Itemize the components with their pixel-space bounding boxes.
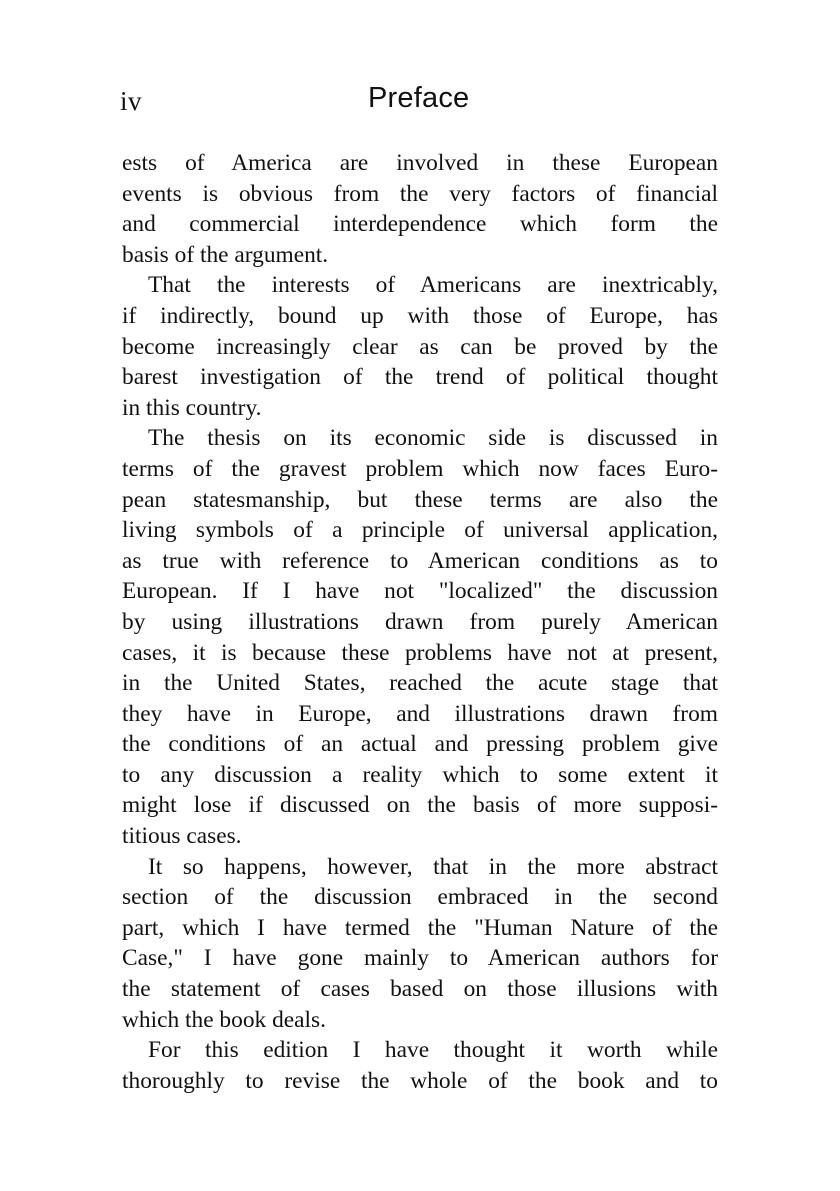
text-line: if indirectly, bound up with those of Europe, has [122, 302, 718, 329]
text-line: basis of the argument. [122, 241, 329, 268]
text-line: and commercial interdependence which form the [122, 211, 718, 238]
text-line: That the interests of Americans are inextricably, [148, 272, 718, 299]
text-line: For this edition I have thought it worth while [148, 1037, 718, 1064]
text-line: section of the discussion embraced in the second [122, 884, 718, 911]
text-line: become increasingly clear as can be proved by the [122, 333, 718, 360]
page-header [120, 82, 720, 122]
text-line: they have in Europe, and illustrations drawn from [122, 700, 718, 727]
text-line: European. If I have not "localized" the discussion [122, 578, 718, 605]
text-line: events is obvious from the very factors of financial [122, 180, 718, 207]
text-line: Case," I have gone mainly to American authors for [122, 945, 718, 972]
running-title: Preface [368, 82, 470, 114]
text-line: barest investigation of the trend of political thought [122, 364, 718, 391]
text-line: as true with reference to American conditions as to [122, 547, 718, 574]
text-line: to any discussion a reality which to some extent it [122, 761, 718, 788]
text-line: the conditions of an actual and pressing problem give [122, 731, 718, 758]
text-line: cases, it is because these problems have not at present, [122, 639, 718, 666]
text-line: It so happens, however, that in the more abstract [148, 853, 718, 880]
text-line: in this country. [122, 394, 262, 421]
text-line: thoroughly to revise the whole of the book and to [122, 1067, 718, 1094]
text-line: the statement of cases based on those illusions with [122, 976, 718, 1003]
text-line: titious cases. [122, 823, 242, 850]
text-line: The thesis on its economic side is discussed in [148, 425, 718, 452]
text-line: terms of the gravest problem which now faces Euro- [122, 455, 718, 482]
text-line: might lose if discussed on the basis of more supposi- [122, 792, 718, 819]
page-number: iv [120, 86, 143, 116]
text-line: in the United States, reached the acute stage that [122, 670, 718, 697]
text-line: living symbols of a principle of universal application, [122, 517, 718, 544]
text-line: ests of America are involved in these European [122, 150, 718, 176]
text-line: part, which I have termed the "Human Nature of the [122, 914, 718, 941]
text-line: which the book deals. [122, 1006, 326, 1033]
text-line: by using illustrations drawn from purely American [122, 608, 718, 635]
text-line: pean statesmanship, but these terms are also the [122, 486, 718, 513]
body-text [122, 148, 718, 1096]
